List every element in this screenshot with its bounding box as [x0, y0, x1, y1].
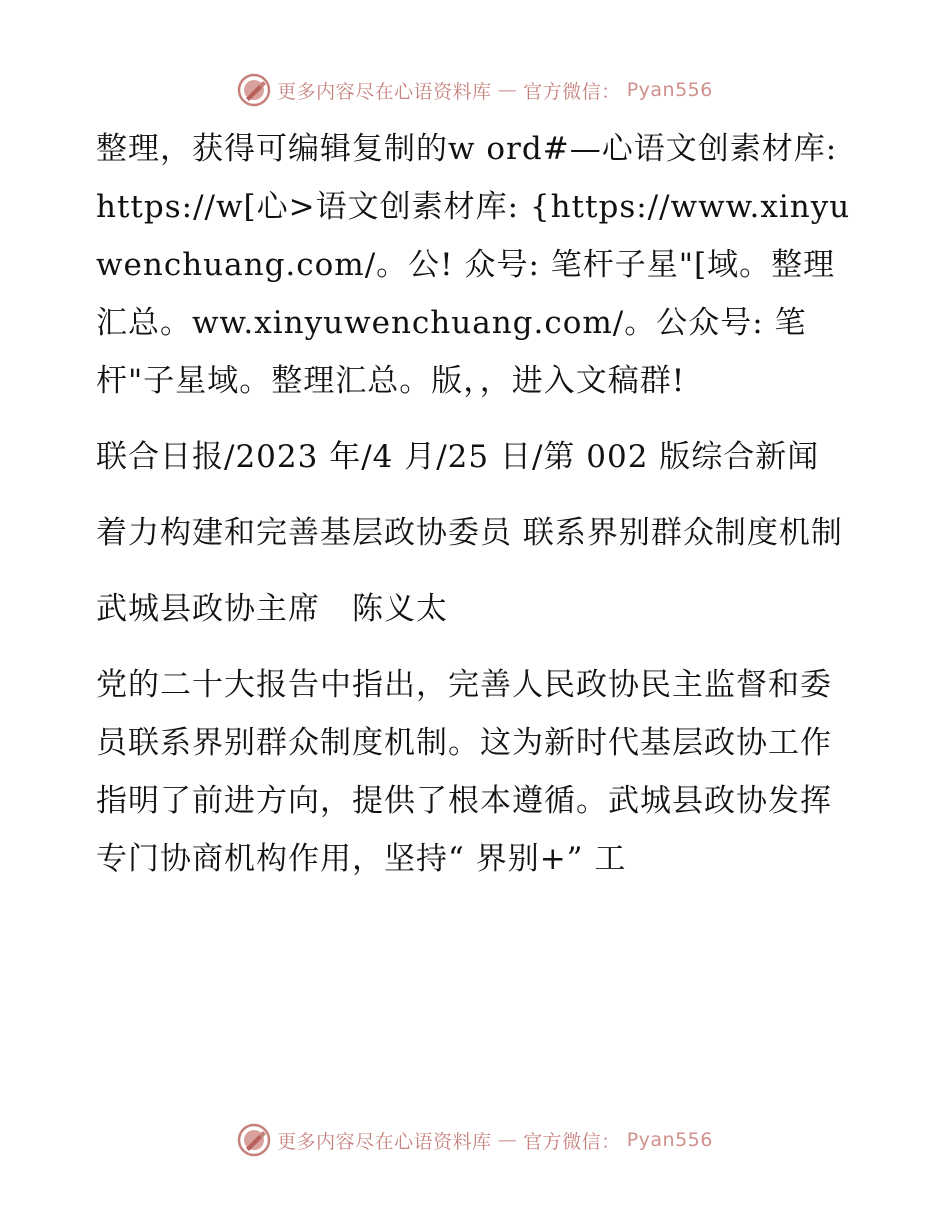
watermark-label: 官方微信：	[523, 80, 621, 103]
watermark-text: 更多内容尽在心语资料库	[277, 1130, 492, 1153]
watermark-label: 官方微信：	[523, 1130, 621, 1153]
watermark-separator: —	[497, 79, 518, 101]
intro-paragraph: 整理，获得可编辑复制的w ord#—心语文创素材库: https://w[心>语文创素材库: {https://www.xinyuwenchuang.com/。公! 众号: 笔杆子星"[域。整理汇总。ww.xinyuwenchuang.com/。公众号: 笔杆"子星域。整理汇总。版，，进入文稿群!	[96, 131, 851, 399]
source-line: 联合日报/2023 年/4 月/25 日/第 002 版综合新闻	[96, 439, 820, 475]
watermark-wechat-id: Pyan556	[626, 79, 713, 101]
header-watermark	[0, 70, 950, 110]
watermark-separator: —	[497, 1129, 518, 1151]
watermark-text: 更多内容尽在心语资料库	[277, 80, 492, 103]
article-title: 着力构建和完善基层政协委员 联系界别群众制度机制	[96, 515, 843, 551]
footer-watermark	[0, 1120, 950, 1160]
pen-seal-icon	[237, 73, 271, 107]
watermark-wechat-id: Pyan556	[626, 1129, 713, 1151]
article-author: 武城县政协主席 陈义太	[96, 591, 448, 627]
document-body	[96, 120, 856, 888]
body-paragraph: 党的二十大报告中指出，完善人民政协民主监督和委员联系界别群众制度机制。这为新时代基层政协工作指明了前进方向，提供了根本遵循。武城县政协发挥专门协商机构作用，坚持“ 界别+” 工	[96, 667, 832, 877]
pen-seal-icon	[237, 1123, 271, 1157]
